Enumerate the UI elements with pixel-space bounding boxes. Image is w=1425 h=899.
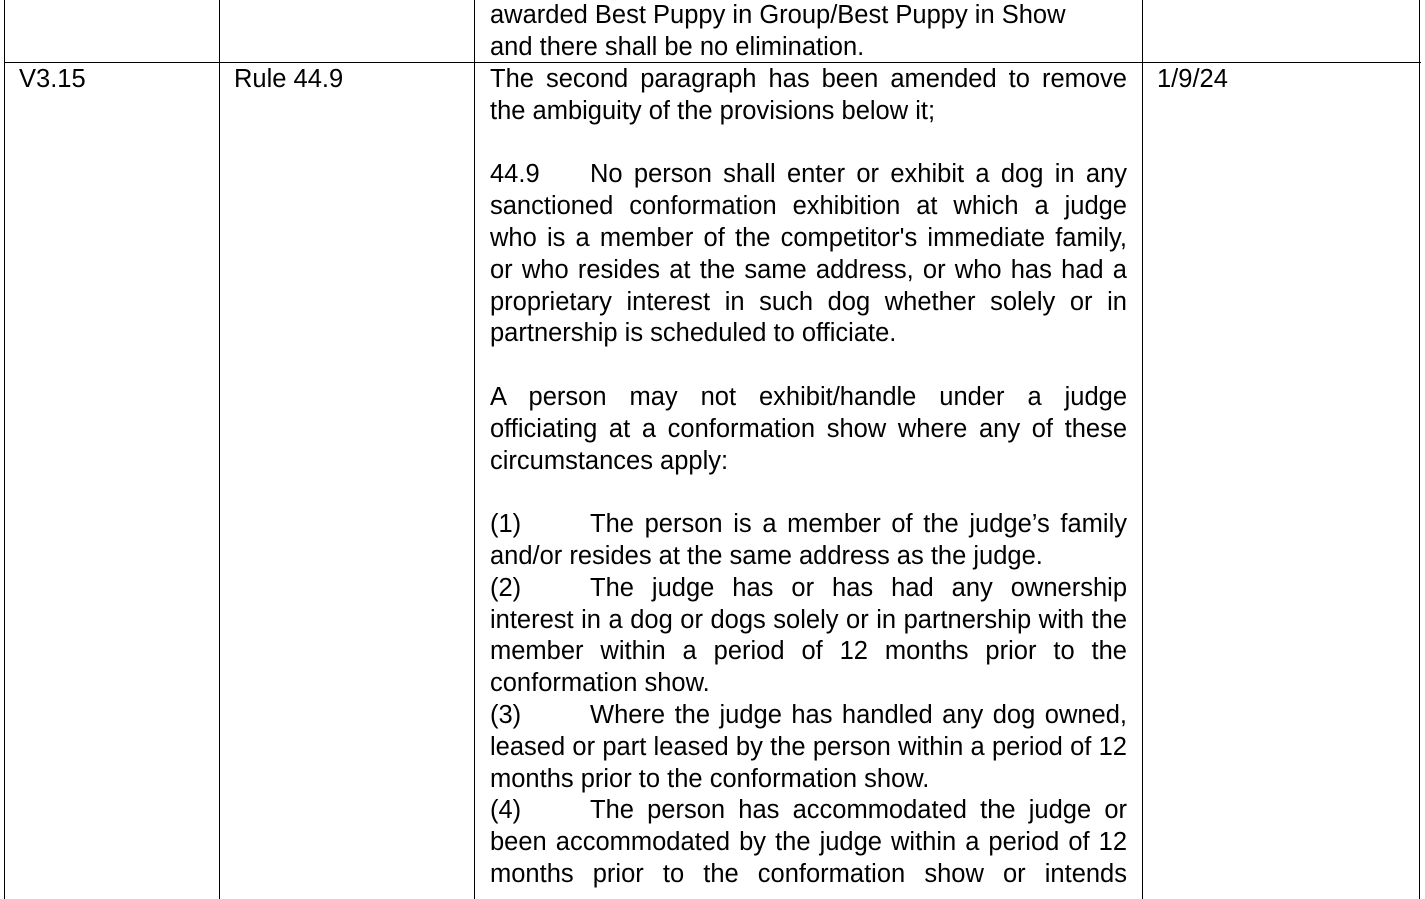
list-item <box>490 700 1127 795</box>
column-divider-1 <box>219 0 220 899</box>
column-divider-3 <box>1142 0 1143 899</box>
list-item-number: (3) <box>490 700 522 729</box>
previous-row-description <box>490 0 1127 64</box>
list-item <box>490 573 1127 700</box>
column-divider-2 <box>474 0 475 899</box>
list-item <box>490 509 1127 573</box>
version-cell: V3.15 <box>19 65 86 93</box>
date-cell: 1/9/24 <box>1157 65 1228 93</box>
previous-row-line: awarded Best Puppy in Group/Best Puppy in Show <box>490 1 1066 29</box>
amendment-intro: The second paragraph has been amended to remove the ambiguity of the provisions below it; <box>490 65 1127 125</box>
rule-cell: Rule 44.9 <box>234 65 344 93</box>
amendments-table <box>4 0 1421 899</box>
rule-paragraph-text: No person shall enter or exhibit a dog in any sanctioned conformation exhibition at which a judge who is a member of the competitor's immediate family, or who resides at the same address, or who has had a proprietary interest in such dog whether solely or in partnership is scheduled to officiate. <box>490 160 1127 348</box>
second-paragraph: A person may not exhibit/handle under a judge officiating at a conformation show where any of these circumstances apply: <box>490 382 1127 475</box>
list-item-text: Where the judge has handled any dog owned, leased or part leased by the person within a period of 12 months prior to the conformation show. <box>490 700 1127 793</box>
table-border-left <box>4 0 5 899</box>
list-item-number: (2) <box>490 573 522 602</box>
table-border-right <box>1419 0 1420 899</box>
previous-row-line: and there shall be no elimination. <box>490 32 865 61</box>
list-item <box>490 795 1127 890</box>
description-cell <box>490 64 1127 891</box>
list-item-number: (1) <box>490 510 522 539</box>
rule-paragraph <box>490 159 1127 350</box>
list-item-text: The judge has or has had any ownership interest in a dog or dogs solely or in partnership with the member within a period of 12 months prior to the conformation show. <box>490 573 1127 698</box>
list-item-text: The person is a member of the judge’s family and/or resides at the same address as the judge. <box>490 510 1127 570</box>
list-item-number: (4) <box>490 796 522 825</box>
list-item-text: The person has accommodated the judge or been accommodated by the judge within a period of 12 months prior to the conformation show or intends <box>490 796 1127 888</box>
rule-number: 44.9 <box>490 160 540 189</box>
